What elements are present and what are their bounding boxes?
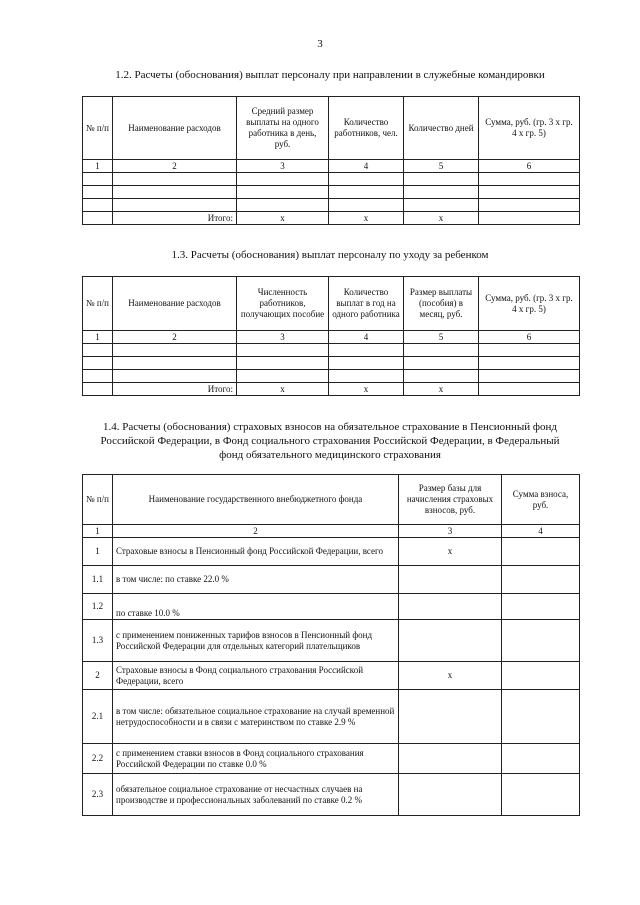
col-number: 6 [479,331,580,344]
cell [83,383,113,396]
x-mark: x [399,662,502,690]
cell[interactable] [237,357,329,370]
section-1-4-title [30,420,630,462]
cell[interactable] [479,357,580,370]
contribution-cell[interactable] [502,620,580,662]
x-mark: x [404,383,479,396]
row-number: 2.1 [83,690,113,744]
total-row [83,383,580,396]
cell[interactable] [113,357,237,370]
section-1-4-title-line: фонд обязательного медицинского страхования [219,449,441,461]
base-cell[interactable] [399,620,502,662]
table-row [83,566,580,594]
col-number: 1 [83,160,113,173]
header-avg-payment: Средний размер выплаты на одного работника в день, руб. [237,97,329,160]
header-num: № п/п [83,97,113,160]
cell[interactable] [479,344,580,357]
fund-name: с применением ставки взносов в Фонд социального страхования Российской Федерации по ставке 0.0 % [113,744,399,774]
header-employees: Количество работников, чел. [329,97,404,160]
base-cell[interactable] [399,774,502,816]
contribution-cell[interactable] [502,566,580,594]
base-cell[interactable] [399,744,502,774]
fund-name: с применением пониженных тарифов взносов в Пенсионный фонд Российской Федерации для отдельных категорий плательщиков [113,620,399,662]
total-value-cell[interactable] [479,383,580,396]
column-numbers-row [83,525,580,538]
x-mark: x [329,383,404,396]
fund-name: обязательное социальное страхование от несчастных случаев на производстве и профессиональных заболеваний по ставке 0.2 % [113,774,399,816]
col-number: 3 [237,160,329,173]
cell[interactable] [329,344,404,357]
contribution-cell[interactable] [502,538,580,566]
col-number: 5 [404,331,479,344]
fund-name: Страховые взносы в Пенсионный фонд Российской Федерации, всего [113,538,399,566]
table-row [83,620,580,662]
header-payments-per-year: Количество выплат в год на одного работника [329,277,404,331]
col-number: 2 [113,525,399,538]
cell[interactable] [237,186,329,199]
cell[interactable] [83,357,113,370]
header-sum: Сумма, руб. (гр. 3 x гр. 4 x гр. 5) [479,97,580,160]
x-mark: x [329,212,404,225]
fund-name: Страховые взносы в Фонд социального страхования Российской Федерации, всего [113,662,399,690]
cell[interactable] [329,370,404,383]
col-number: 4 [502,525,580,538]
contribution-cell[interactable] [502,594,580,620]
section-1-3-title: 1.3. Расчеты (обоснования) выплат персоналу по уходу за ребенком [171,249,489,261]
cell[interactable] [404,173,479,186]
cell[interactable] [113,199,237,212]
base-cell[interactable] [399,690,502,744]
cell[interactable] [83,370,113,383]
row-number: 1.1 [83,566,113,594]
x-mark: x [404,212,479,225]
cell[interactable] [83,344,113,357]
col-number: 3 [237,331,329,344]
cell[interactable] [479,186,580,199]
row-number: 2.2 [83,744,113,774]
col-number: 1 [83,525,113,538]
header-fund-name: Наименование государственного внебюджетного фонда [113,475,399,525]
cell[interactable] [113,344,237,357]
contribution-cell[interactable] [502,774,580,816]
row-number: 1.2 [83,594,113,620]
total-label: Итого: [113,383,237,396]
cell[interactable] [329,357,404,370]
total-value-cell[interactable] [479,212,580,225]
col-number: 5 [404,160,479,173]
cell [83,212,113,225]
cell[interactable] [404,186,479,199]
cell[interactable] [83,173,113,186]
cell[interactable] [404,199,479,212]
table-row [83,538,580,566]
col-number: 6 [479,160,580,173]
table-row [83,199,580,212]
col-number: 4 [329,331,404,344]
contribution-cell[interactable] [502,744,580,774]
table-row [83,186,580,199]
row-number: 2 [83,662,113,690]
cell[interactable] [113,173,237,186]
header-expense-name: Наименование расходов [113,277,237,331]
cell[interactable] [329,186,404,199]
cell[interactable] [113,370,237,383]
table-row [83,744,580,774]
table-row [83,774,580,816]
fund-name: в том числе: обязательное социальное страхование на случай временной нетрудоспособности и в связи с материнством по ставке 2.9 % [113,690,399,744]
cell[interactable] [237,370,329,383]
col-number: 2 [113,331,237,344]
fund-name: в том числе: по ставке 22.0 % [113,566,399,594]
row-number: 1.3 [83,620,113,662]
table-row [83,370,580,383]
section-1-2-title: 1.2. Расчеты (обоснования) выплат персоналу при направлении в служебные командировки [115,69,545,81]
cell[interactable] [113,186,237,199]
header-monthly-benefit: Размер выплаты (пособия) в месяц, руб. [404,277,479,331]
header-employees-count: Численность работников, получающих пособие [237,277,329,331]
table-row [83,690,580,744]
contribution-cell[interactable] [502,662,580,690]
row-number: 2.3 [83,774,113,816]
column-numbers-row [83,331,580,344]
header-base-size: Размер базы для начисления страховых взносов, руб. [399,475,502,525]
contribution-cell[interactable] [502,690,580,744]
cell[interactable] [329,173,404,186]
cell[interactable] [479,199,580,212]
table-row [83,594,580,620]
header-sum: Сумма, руб. (гр. 3 x гр. 4 x гр. 5) [479,277,580,331]
table-row [83,344,580,357]
header-expense-name: Наименование расходов [113,97,237,160]
base-cell[interactable] [399,566,502,594]
table-row [83,357,580,370]
x-mark: x [237,383,329,396]
cell[interactable] [479,370,580,383]
x-mark: x [399,538,502,566]
row-number: 1 [83,538,113,566]
cell[interactable] [479,173,580,186]
table-header-row [83,97,580,160]
header-contribution-sum: Сумма взноса, руб. [502,475,580,525]
cell[interactable] [83,186,113,199]
table-header-row [83,277,580,331]
section-1-4-title-line: Российской Федерации, в Фонд социального страхования Российской Федерации, в Федеральный [100,435,560,447]
cell[interactable] [83,199,113,212]
fund-name: по ставке 10.0 % [113,594,399,620]
cell[interactable] [404,344,479,357]
total-label: Итого: [113,212,237,225]
table-1-2 [82,96,580,225]
col-number: 3 [399,525,502,538]
header-num: № п/п [83,277,113,331]
col-number: 4 [329,160,404,173]
base-cell[interactable] [399,594,502,620]
header-days: Количество дней [404,97,479,160]
cell[interactable] [329,199,404,212]
header-num: № п/п [83,475,113,525]
section-1-4-title-line: 1.4. Расчеты (обоснования) страховых взносов на обязательное страхование в Пенсионный фонд [102,421,558,433]
cell[interactable] [404,357,479,370]
column-numbers-row [83,160,580,173]
table-row [83,662,580,690]
table-1-3 [82,276,580,396]
table-row [83,173,580,186]
col-number: 1 [83,331,113,344]
cell[interactable] [237,199,329,212]
cell[interactable] [237,344,329,357]
total-row [83,212,580,225]
cell[interactable] [404,370,479,383]
cell[interactable] [237,173,329,186]
col-number: 2 [113,160,237,173]
x-mark: x [237,212,329,225]
page-number: 3 [317,38,323,50]
table-header-row [83,475,580,525]
table-1-4 [82,474,580,816]
